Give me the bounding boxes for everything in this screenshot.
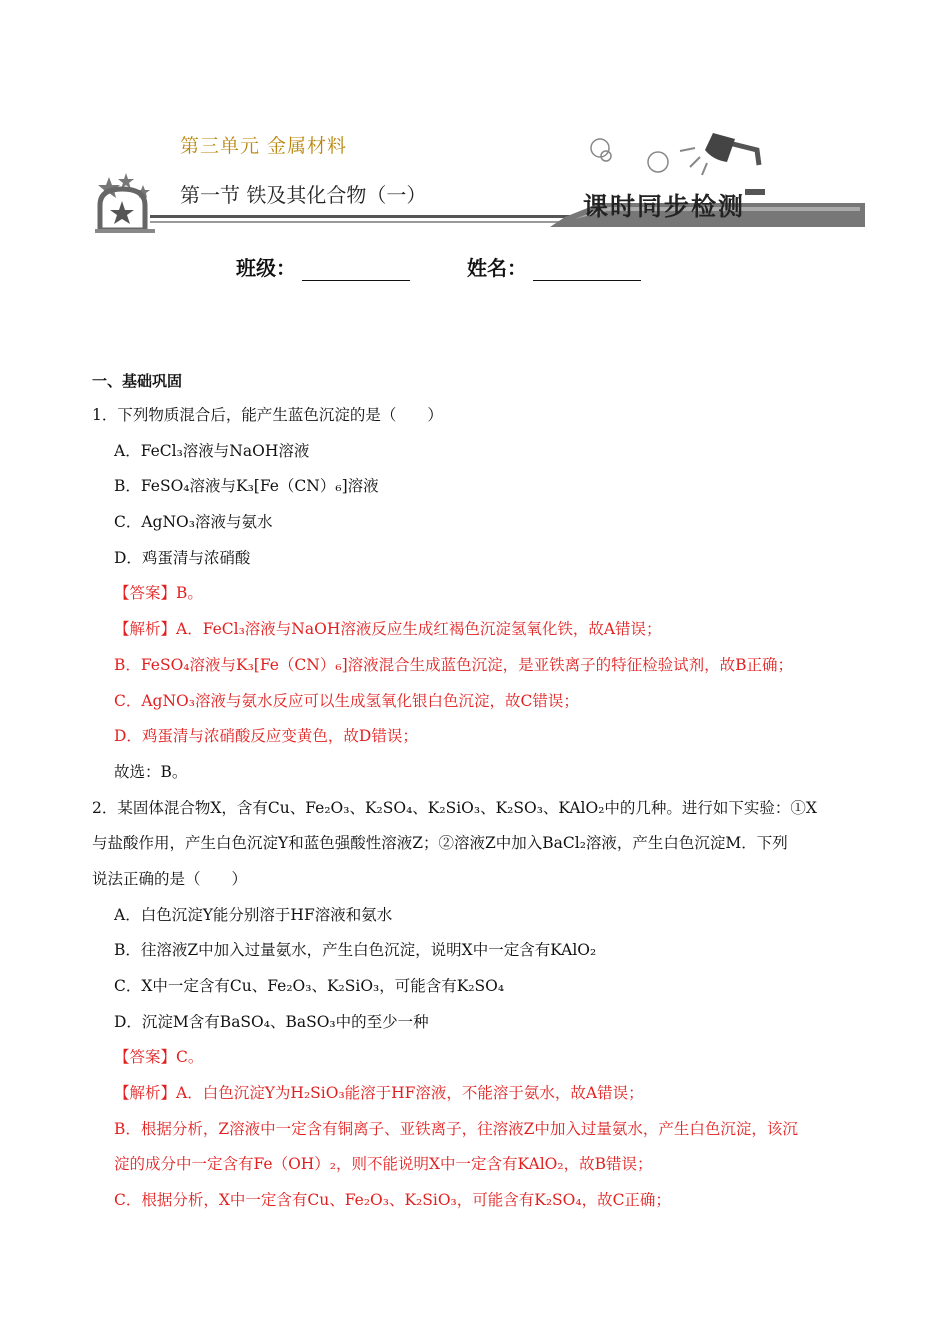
section-title: 第一节 铁及其化合物（一）: [180, 183, 427, 207]
name-label: 姓名：: [467, 256, 527, 280]
q1-option-c: C．AgNO₃溶液与氨水: [114, 513, 273, 532]
q2-stem-line-2: 与盐酸作用，产生白色沉淀Y和蓝色强酸性溶液Z；②溶液Z中加入BaCl₂溶液，产生白色沉淀M．下列: [92, 834, 788, 853]
q1-stem: 1．下列物质混合后，能产生蓝色沉淀的是（ ）: [92, 406, 443, 424]
name-blank[interactable]: [533, 262, 641, 281]
q2-analysis-a: 【解析】A．白色沉淀Y为H₂SiO₃能溶于HF溶液，不能溶于氨水，故A错误；: [114, 1084, 644, 1103]
header-banner: [95, 105, 865, 245]
unit-title: 第三单元 金属材料: [180, 135, 348, 157]
q2-stem-line-3: 说法正确的是（ ）: [92, 869, 248, 888]
class-blank[interactable]: [302, 262, 410, 281]
q1-conclusion: 故选：B。: [114, 762, 188, 781]
lamp-icon: [575, 105, 765, 205]
q2-analysis-c: C．根据分析，X中一定含有Cu、Fe₂O₃、K₂SiO₃，可能含有K₂SO₄，故C正确；: [114, 1191, 671, 1210]
part-title: 一、基础巩固: [92, 372, 183, 390]
q1-analysis-c: C．AgNO₃溶液与氨水反应可以生成氢氧化银白色沉淀，故C错误；: [114, 691, 579, 710]
brand-title: 课时同步检测: [583, 192, 746, 221]
q2-option-c: C．X中一定含有Cu、Fe₂O₃、K₂SiO₃，可能含有K₂SO₄: [114, 977, 505, 995]
q1-answer: 【答案】B。: [114, 584, 203, 603]
q2-option-b: B．往溶液Z中加入过量氨水，产生白色沉淀，说明X中一定含有KAlO₂: [114, 941, 597, 960]
q1-option-d: D．鸡蛋清与浓硝酸: [114, 548, 251, 567]
q2-option-a: A．白色沉淀Y能分别溶于HF溶液和氨水: [114, 905, 393, 924]
q2-option-d: D．沉淀M含有BaSO₄、BaSO₃中的至少一种: [114, 1012, 429, 1031]
q1-analysis-a: 【解析】A．FeCl₃溶液与NaOH溶液反应生成红褐色沉淀氢氧化铁，故A错误；: [114, 620, 662, 639]
q2-analysis-b-line-2: 淀的成分中一定含有Fe（OH）₂，则不能说明X中一定含有KAlO₂，故B错误；: [114, 1155, 653, 1174]
class-label: 班级：: [236, 256, 296, 280]
q2-analysis-b-line-1: B．根据分析，Z溶液中一定含有铜离子、亚铁离子，往溶液Z中加入过量氨水，产生白色沉淀，该沉: [114, 1119, 798, 1138]
q2-answer: 【答案】C。: [114, 1048, 204, 1067]
q1-analysis-d: D．鸡蛋清与浓硝酸反应变黄色，故D错误；: [114, 727, 418, 746]
q1-option-a: A．FeCl₃溶液与NaOH溶液: [114, 441, 310, 460]
q1-analysis-b: B．FeSO₄溶液与K₃[Fe（CN）₆]溶液混合生成蓝色沉淀，是亚铁离子的特征检验试剂，故B正确；: [114, 655, 794, 674]
name-field[interactable]: [467, 252, 641, 281]
q2-stem-line-1: 2．某固体混合物X，含有Cu、Fe₂O₃、K₂SO₄、K₂SiO₃、K₂SO₃、KAlO₂中的几种。进行如下实验：①X: [92, 798, 817, 817]
class-field[interactable]: [236, 252, 410, 281]
question-content: [92, 369, 864, 1224]
q1-option-b: B．FeSO₄溶液与K₃[Fe（CN）₆]溶液: [114, 477, 379, 496]
